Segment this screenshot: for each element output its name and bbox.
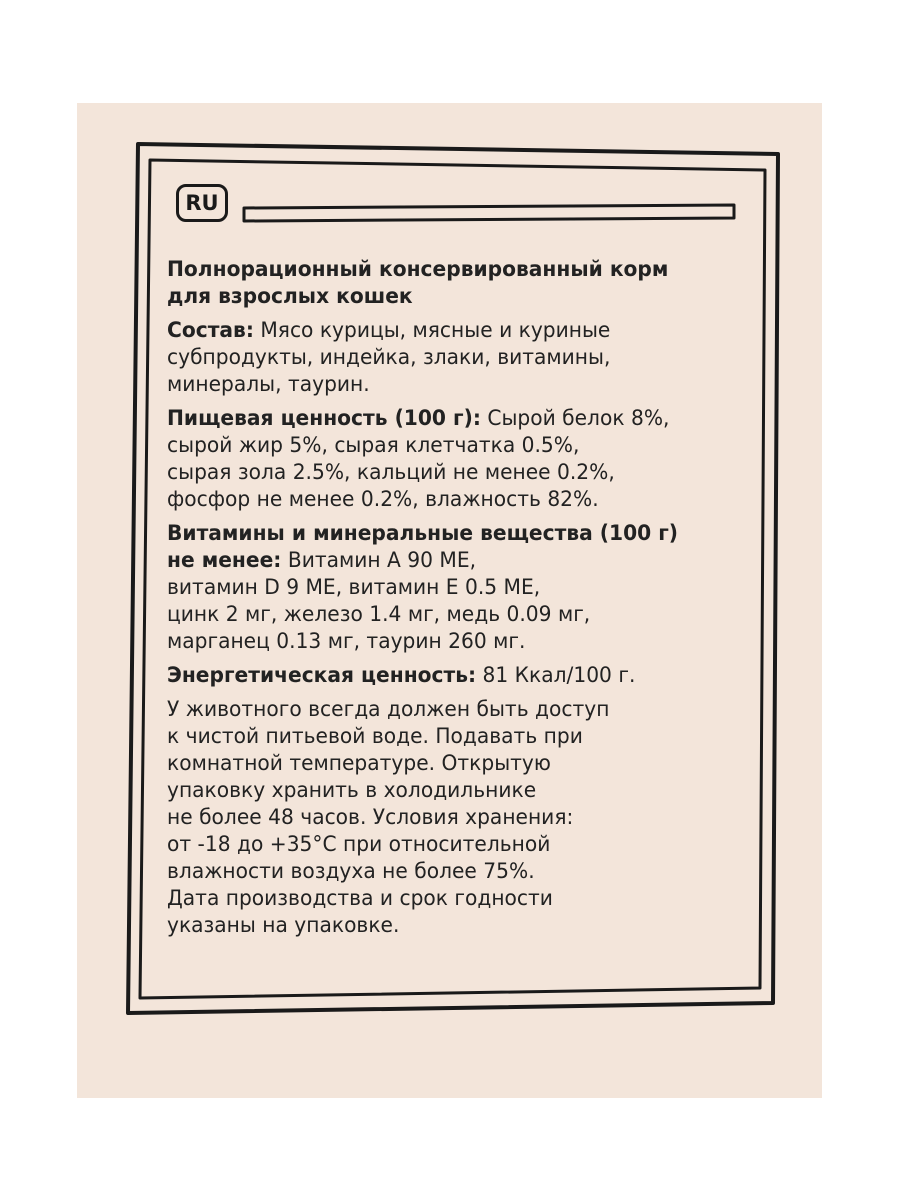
vitamins-heading: Витамины и минеральные вещества (100 г): [167, 521, 679, 546]
nutrition-section: [167, 405, 731, 513]
vitamins-text: витамин D 9 МЕ, витамин Е 0.5 МЕ,: [167, 575, 541, 600]
instructions-line: к чистой питьевой воде. Подавать при: [167, 724, 583, 749]
energy-section: [167, 662, 731, 689]
instructions-line: от -18 до +35°C при относительной: [167, 832, 551, 857]
title-line: для взрослых кошек: [167, 284, 413, 309]
title-line: Полнорационный консервированный корм: [167, 257, 669, 282]
instructions-section: [167, 696, 731, 939]
instructions-line: указаны на упаковке.: [167, 913, 400, 938]
composition-section: [167, 317, 731, 398]
instructions-line: влажности воздуха не более 75%.: [167, 859, 535, 884]
vitamins-text: Витамин А 90 МЕ,: [281, 548, 477, 573]
nutrition-heading: Пищевая ценность (100 г):: [167, 406, 481, 431]
vitamins-text: марганец 0.13 мг, таурин 260 мг.: [167, 629, 526, 654]
vitamins-text: цинк 2 мг, железо 1.4 мг, медь 0.09 мг,: [167, 602, 591, 627]
vitamins-section: [167, 520, 731, 655]
composition-text: Мясо курицы, мясные и куриные: [253, 318, 611, 343]
header-bar: [244, 205, 734, 221]
nutrition-text: сырой жир 5%, сырая клетчатка 0.5%,: [167, 433, 580, 458]
instructions-line: не более 48 часов. Условия хранения:: [167, 805, 574, 830]
energy-value: 81 Ккал/100 г.: [476, 663, 636, 688]
product-title: [167, 256, 731, 310]
energy-heading: Энергетическая ценность:: [167, 663, 477, 688]
instructions-line: У животного всегда должен быть доступ: [167, 697, 610, 722]
nutrition-text: фосфор не менее 0.2%, влажность 82%.: [167, 487, 599, 512]
language-badge: RU: [176, 184, 228, 222]
composition-text: субпродукты, индейка, злаки, витамины,: [167, 345, 611, 370]
composition-text: минералы, таурин.: [167, 372, 370, 397]
instructions-line: комнатной температуре. Открытую: [167, 751, 551, 776]
nutrition-text: Сырой белок 8%,: [480, 406, 670, 431]
instructions-line: Дата производства и срок годности: [167, 886, 553, 911]
instructions-line: упаковку хранить в холодильнике: [167, 778, 537, 803]
nutrition-text: сырая зола 2.5%, кальций не менее 0.2%,: [167, 460, 615, 485]
composition-heading: Состав:: [167, 318, 254, 343]
label-text: [167, 256, 731, 946]
vitamins-heading: не менее:: [167, 548, 282, 573]
